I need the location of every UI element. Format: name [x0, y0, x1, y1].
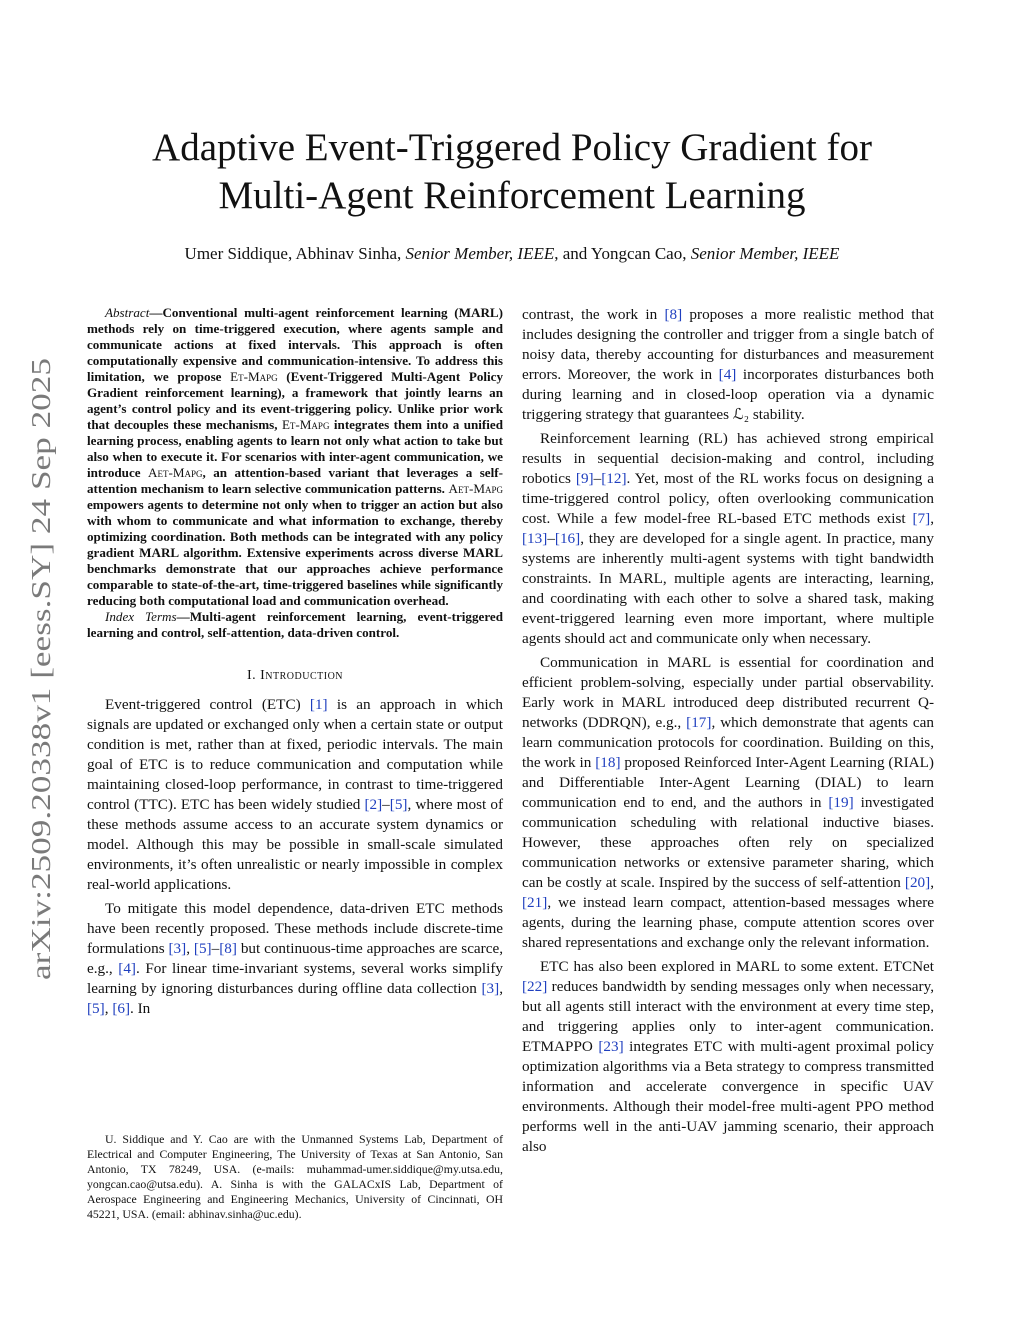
author-affiliation-footnote: U. Siddique and Y. Cao are with the Unmanned Systems Lab, Department of Electrical and Computer Engineering, The University of Texas at San Antonio, San Antonio, TX 78249, USA. (e-mails: muhammad-umer.siddique@my.utsa.edu, yongcan.cao@utsa.edu). A. Sinha is with the GALACxIS Lab, Department of Aerospace Engineering and Engineering Mechanics, University of Cincinnati, OH 45221, USA. (email: abhinav.sinha@uc.edu). — [87, 1132, 503, 1221]
citation-link[interactable]: [5] — [389, 796, 408, 813]
text-run: – — [593, 470, 602, 487]
citation-link[interactable]: [5] — [193, 940, 212, 957]
author-role-2: Senior Member, IEEE — [690, 244, 840, 263]
author-names-2: , and Yongcan Cao, — [554, 244, 691, 263]
intro-paragraph-4 — [522, 429, 934, 649]
index-terms-lead: Index Terms — [105, 609, 177, 624]
paper-title — [60, 124, 964, 220]
index-terms-text: —Multi-agent reinforcement learning, event-triggered learning and control, self-attention, data-driven control. — [87, 609, 504, 640]
citation-link[interactable]: [19] — [828, 794, 854, 811]
abstract-text-4: , an attention-based variant that leverages a self-attention mechanism to learn selective communication patterns. — [87, 465, 503, 496]
citation-link[interactable]: [3] — [481, 980, 500, 997]
arxiv-stamp — [20, 355, 60, 980]
citation-link[interactable]: [17] — [686, 714, 712, 731]
text-run: , — [930, 510, 934, 527]
citation-link[interactable]: [4] — [118, 960, 136, 977]
citation-link[interactable]: [18] — [595, 754, 621, 771]
text-run: Event-triggered control (ETC) — [105, 696, 310, 713]
text-run: To mitigate this model dependence, data-driven ETC methods have been recently proposed. These methods include discrete-time formulations — [87, 900, 503, 957]
method-name-aet-mapg: Aet-Mapg — [148, 465, 203, 480]
citation-link[interactable]: [1] — [309, 696, 328, 713]
arxiv-id-text: arXiv:2509.20338v1 [eess.SY] 24 Sep 2025 — [26, 503, 56, 980]
text-run: reduces bandwidth by sending messages only when necessary, but all agents still interact with the environment at every time step, and triggering applies only to inter-agent communication. ETMAPPO — [522, 978, 934, 1055]
left-column — [87, 305, 503, 1023]
intro-paragraph-5 — [522, 653, 934, 953]
text-run: , — [104, 1000, 113, 1017]
text-run: investigated communication scheduling with relational inductive biases. However, these approaches often rely on specialized communication networks or extensive parameter sharing, which can be costly at scale. Inspired by the success of self-attention — [522, 794, 935, 891]
text-run: . Yet, most of the RL works focus on designing a time-triggered control policy, often overlooking communication cost. While a few model-free RL-based ETC methods exist — [522, 470, 935, 527]
text-run: contrast, the work in — [522, 306, 665, 323]
citation-link[interactable]: [8] — [664, 306, 683, 323]
section-heading-introduction — [87, 667, 503, 685]
text-run: – — [382, 796, 390, 813]
section-title: Introduction — [260, 668, 344, 683]
intro-paragraph-2 — [87, 899, 503, 1019]
abstract — [87, 305, 503, 609]
right-column — [522, 305, 934, 1161]
text-run: integrates ETC with multi-agent proximal policy optimization algorithms via a Beta strategy to compress transmitted information and accelerate convergence in specific UAV environments. Although their model-free multi-agent PPO method performs well in the anti-UAV jamming scenario, their approach also — [522, 1038, 934, 1155]
index-terms — [87, 609, 503, 641]
intro-paragraph-3 — [522, 305, 934, 425]
text-run: Communication in MARL is essential for coordination and efficient problem-solving, especially under partial observability. Early work in MARL introduced deep distributed recurrent Q-networks (DDRQN), e.g., — [522, 654, 934, 731]
citation-link[interactable]: [12] — [601, 470, 627, 487]
intro-paragraph-1 — [87, 695, 503, 895]
text-run: . For linear time-invariant systems, several works simplify learning by ignoring disturbances during offline data collection — [87, 960, 503, 997]
abstract-text-1: —Conventional multi-agent reinforcement learning (MARL) methods rely on time-triggered execution, where agents sample and communicate actions at fixed intervals. This approach is often computationally expensive and communication-intensive. To address this limitation, we propose — [87, 305, 503, 384]
text-run: proposes a more realistic method that includes designing the controller and trigger from a single batch of noisy data, thereby accounting for disturbances and measurement errors. Moreover, the work in — [522, 306, 934, 383]
text-run: , we instead learn compact, attention-based messages where agents, during the learning phase, compute attention scores over shared representations and exchange only the relevant information. — [522, 894, 934, 951]
text-run: but continuous-time approaches are scarce, e.g., — [87, 940, 504, 977]
text-run: proposed Reinforced Inter-Agent Learning (RIAL) and Differentiable Inter-Agent Learning (DIAL) to learn communication end to end, and the authors in — [522, 754, 934, 811]
abstract-text-2: (Event-Triggered Multi-Agent Policy Gradient reinforcement learning), a framework that jointly learns an agent’s control policy and its event-triggering policy. Unlike prior work that decouples these mechanisms, — [87, 369, 503, 432]
section-numeral: I. — [246, 668, 261, 683]
abstract-text-5: empowers agents to determine not only when to trigger an action but also with whom to communicate and what information to exchange, thereby optimizing coordination. Both methods can be integrated with any policy gradient MARL algorithm. Extensive experiments across diverse MARL benchmarks demonstrate that our approaches achieve performance comparable to state-of-the-art, time-triggered baselines while significantly reducing both computational load and communication overhead. — [87, 497, 503, 608]
text-run: , which demonstrate that agents can learn communication protocols for coordination. Building on this, the work in — [522, 714, 934, 771]
text-run: incorporates disturbances both during learning and in closed-loop operation via a dynamic triggering strategy that guarantees ℒ₂ stability. — [522, 366, 934, 423]
text-run: is an approach in which signals are updated or exchanged only when a certain state or output condition is met, rather than at fixed, periodic intervals. The main goal of ETC is to reduce communication and computation while maintaining closed-loop performance, in contrast to time-triggered control (TTC). ETC has been widely studied — [87, 696, 503, 813]
author-line — [60, 243, 964, 265]
paper-title-line-2: Multi-Agent Reinforcement Learning — [218, 174, 806, 217]
citation-link[interactable]: [21] — [522, 894, 548, 911]
intro-paragraph-6 — [522, 957, 934, 1157]
text-run: , they are developed for a single agent. In practice, many systems are inherently multi-agent systems with tight bandwidth constraints. In MARL, multiple agents are interacting, learning, and coordinating with each other to solve a shared task, making event-triggered learning even more important, where multiple agents should act and communicate only when necessary. — [522, 530, 934, 647]
text-run: , where most of these methods assume access to an accurate system dynamics or model. Although this may be possible in small-scale simulated environments, it’s often unrealistic or nearly impossible in complex real-world applications. — [87, 796, 504, 893]
citation-link[interactable]: [7] — [912, 510, 931, 527]
text-run: – — [547, 530, 555, 547]
citation-link[interactable]: [13] — [522, 530, 548, 547]
citation-link[interactable]: [9] — [575, 470, 594, 487]
citation-link[interactable]: [6] — [112, 1000, 131, 1017]
author-names-1: Umer Siddique, Abhinav Sinha, — [184, 244, 406, 263]
abstract-lead: Abstract — [105, 305, 150, 320]
citation-link[interactable]: [2] — [364, 796, 383, 813]
citation-link[interactable]: [4] — [718, 366, 737, 383]
citation-link[interactable]: [23] — [598, 1038, 624, 1055]
author-role-1: Senior Member, IEEE — [405, 244, 555, 263]
text-run: . In — [130, 1000, 151, 1017]
text-run: , — [930, 874, 934, 891]
citation-link[interactable]: [20] — [904, 874, 931, 891]
arxiv-stamp-svg — [20, 355, 60, 980]
paper-title-line-1: Adaptive Event-Triggered Policy Gradient for — [152, 126, 872, 169]
text-run: – — [211, 940, 220, 957]
citation-link[interactable]: [16] — [554, 530, 581, 547]
method-name-et-mapg-2: Et-Mapg — [281, 417, 330, 432]
text-run: ETC has also been explored in MARL to some extent. ETCNet — [540, 958, 934, 975]
abstract-text-3: integrates them into a unified learning process, enabling agents to learn not only what action to take but also when to execute it. For scenarios with inter-agent communication, we introduce — [87, 417, 503, 480]
method-name-et-mapg: Et-Mapg — [230, 369, 278, 384]
citation-link[interactable]: [22] — [522, 978, 548, 995]
citation-link[interactable]: [5] — [87, 1000, 105, 1017]
text-run: Reinforcement learning (RL) has achieved strong empirical results in sequential decision-making and control, including robotics — [522, 430, 934, 487]
text-run: , — [499, 980, 503, 997]
text-run: , — [186, 940, 194, 957]
method-name-aet-mapg-2: Aet-Mapg — [448, 481, 503, 496]
citation-link[interactable]: [8] — [219, 940, 237, 957]
citation-link[interactable]: [3] — [168, 940, 187, 957]
